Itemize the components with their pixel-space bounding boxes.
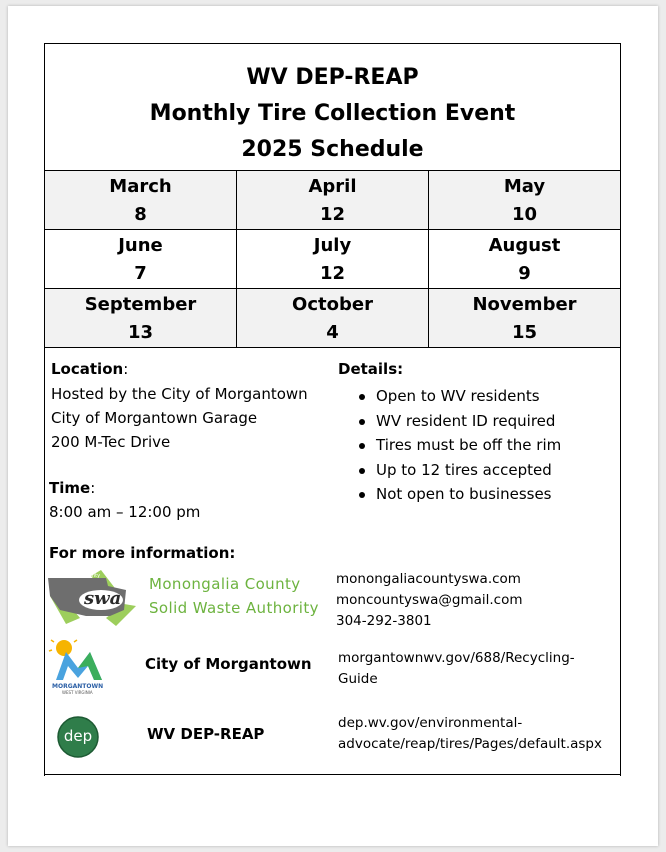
month-label: September [84,294,197,315]
dep-name: WV DEP-REAP [147,725,265,743]
schedule-cell [44,230,236,288]
swa-name-line-1: Monongalia County [149,575,301,593]
day-label: 7 [134,263,147,284]
schedule-cell [44,289,236,347]
schedule-cell [428,171,621,229]
title-block [45,44,620,171]
details-list [338,384,561,507]
location-colon: : [123,360,129,378]
time-colon: : [90,479,96,497]
day-label: 4 [326,322,339,343]
month-label: April [308,176,357,197]
day-label: 10 [511,204,538,225]
location-heading [51,360,128,378]
swa-logo [46,566,146,628]
morgantown-logo-text: MORGANTOWN [52,683,104,690]
schedule-cell [428,230,621,288]
month-label: May [503,176,546,197]
schedule-cell [236,230,428,288]
title-line-3: 2025 Schedule [241,137,424,162]
dep-link-line-2[interactable]: advocate/reap/tires/Pages/default.aspx [338,736,602,752]
dep-logo-text: dep [63,727,93,745]
swa-logo-small-text: monongalia county [52,573,101,579]
month-label: November [472,294,577,315]
schedule-cell [428,289,621,347]
dep-link-line-1[interactable]: dep.wv.gov/environmental- [338,715,523,731]
schedule-cell [44,171,236,229]
swa-website-link[interactable]: monongaliacountyswa.com [336,571,521,587]
day-label: 12 [319,204,346,225]
location-line-2: City of Morgantown Garage [51,409,258,427]
time-heading [49,479,95,497]
morgantown-contact [338,648,575,690]
grid-bottom-rule [44,347,621,348]
schedule-grid [44,171,621,348]
swa-logo-text: swa [84,588,122,609]
dep-contact [338,713,602,755]
details-item: Open to WV residents [338,384,561,409]
details-item: WV resident ID required [338,409,561,434]
details-item: Up to 12 tires accepted [338,458,561,483]
location-line-3: 200 M-Tec Drive [51,433,171,451]
month-label: August [488,235,561,256]
time-label: Time [49,479,91,497]
more-info-heading: For more information: [49,544,236,562]
schedule-row [44,229,621,288]
morgantown-link-line-1[interactable]: morgantownwv.gov/688/Recycling- [338,650,575,666]
dep-logo [57,716,99,758]
month-label: July [313,235,352,256]
title-line-2: Monthly Tire Collection Event [149,101,516,126]
morgantown-logo-subtext: WEST VIRGINIA [62,690,93,695]
location-label: Location [51,360,124,378]
day-label: 15 [511,322,538,343]
schedule-row [44,288,621,347]
day-label: 8 [134,204,147,225]
swa-phone: 304-292-3801 [336,613,432,629]
location-line-1: Hosted by the City of Morgantown [51,385,308,403]
title-line-1: WV DEP-REAP [246,65,419,90]
details-item: Not open to businesses [338,482,561,507]
day-label: 12 [319,263,346,284]
month-label: June [118,235,163,256]
schedule-cell [236,171,428,229]
time-value: 8:00 am – 12:00 pm [49,503,201,521]
morgantown-name: City of Morgantown [145,655,312,673]
details-item: Tires must be off the rim [338,433,561,458]
day-label: 9 [518,263,531,284]
schedule-cell [236,289,428,347]
month-label: March [109,176,172,197]
details-heading: Details: [338,360,404,378]
swa-email-link[interactable]: moncountyswa@gmail.com [336,592,523,608]
schedule-row [44,171,621,229]
swa-contact [336,569,523,632]
morgantown-logo-graphic [48,638,110,684]
swa-name-line-2: Solid Waste Authority [149,599,319,617]
morgantown-link-line-2[interactable]: Guide [338,671,378,687]
day-label: 13 [127,322,154,343]
month-label: October [292,294,373,315]
morgantown-logo [48,638,110,696]
frame-bottom-rule [44,774,620,775]
